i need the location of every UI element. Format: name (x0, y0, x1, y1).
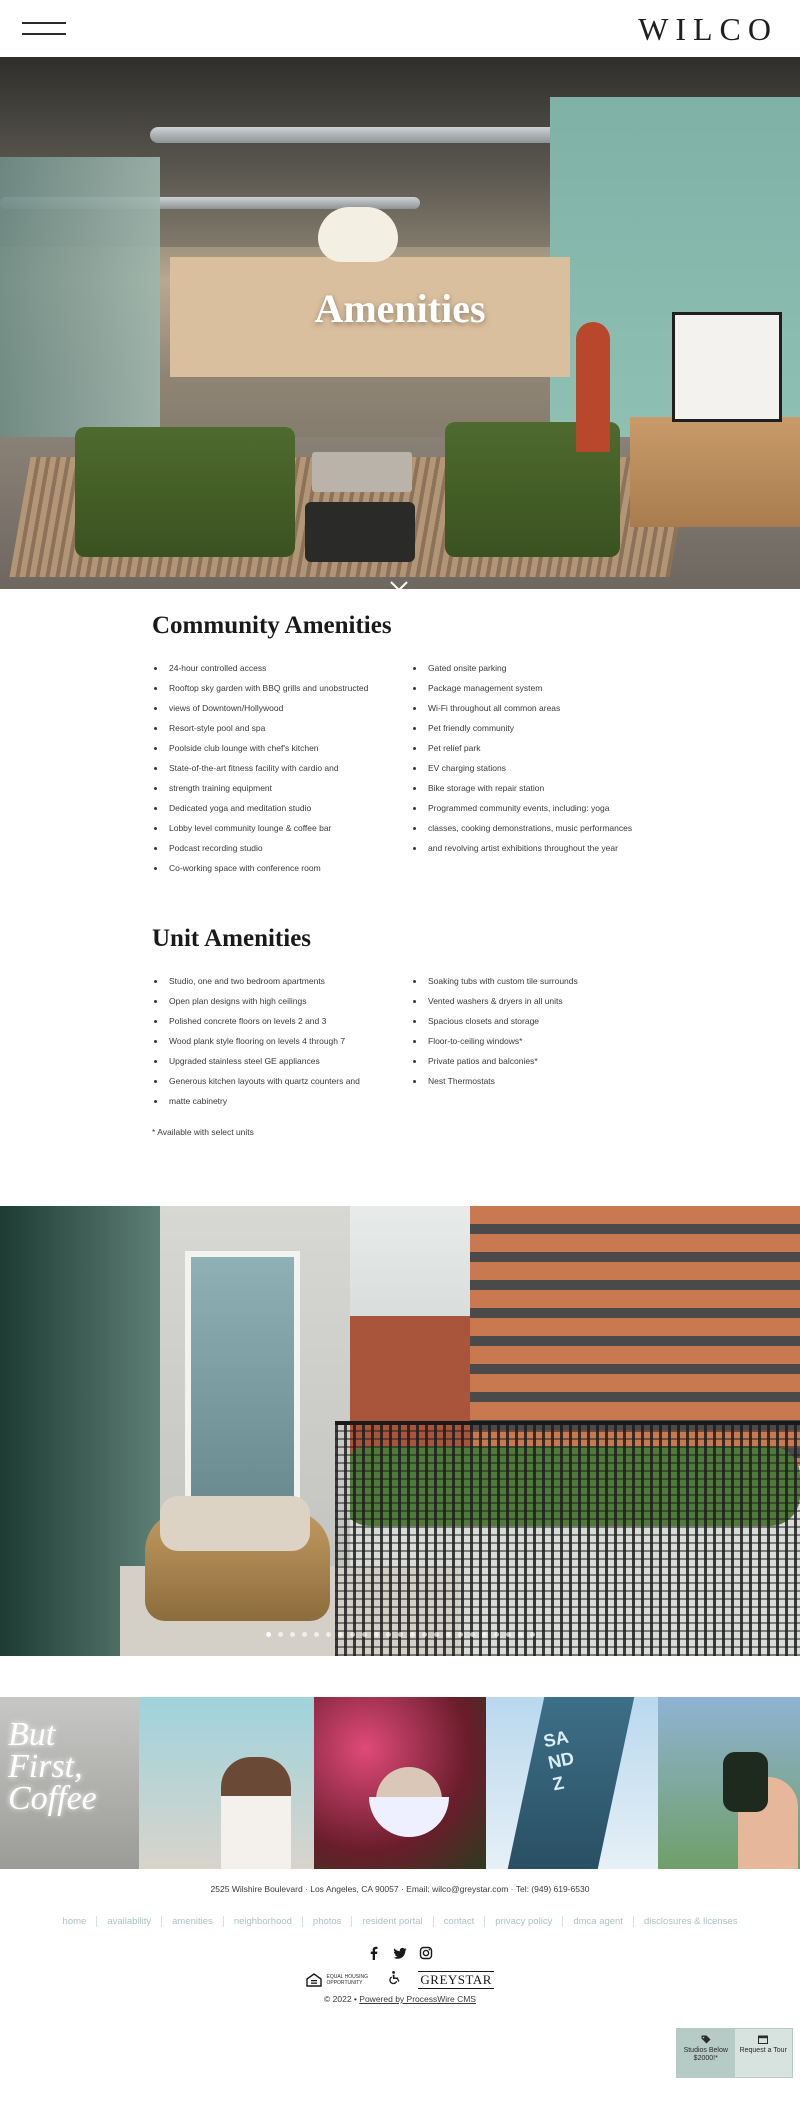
footer-link-availability[interactable]: availability (97, 1916, 162, 1927)
carousel-dot[interactable] (458, 1632, 463, 1637)
carousel-dot[interactable] (530, 1632, 535, 1637)
list-item: views of Downtown/Hollywood (152, 698, 412, 718)
equal-housing-text: EQUAL HOUSING OPPORTUNITY (326, 1973, 368, 1986)
list-item: Spacious closets and storage (411, 1011, 671, 1031)
carousel-dot[interactable] (410, 1632, 415, 1637)
list-item: Generous kitchen layouts with quartz counters and (152, 1071, 412, 1091)
photo-person (221, 1757, 291, 1869)
list-item: Resort-style pool and spa (152, 718, 412, 738)
list-item: classes, cooking demonstrations, music performances (411, 818, 671, 838)
list-item: Pet relief park (411, 738, 671, 758)
hero-lamp (318, 207, 398, 262)
carousel-dot[interactable] (494, 1632, 499, 1637)
hero-table (312, 452, 412, 492)
carousel-dot[interactable] (470, 1632, 475, 1637)
carousel-dot[interactable] (374, 1632, 379, 1637)
list-item: Upgraded stainless steel GE appliances (152, 1051, 412, 1071)
equal-housing-badge (306, 1971, 370, 1989)
instagram-tile[interactable] (486, 1697, 658, 1869)
list-item: Soaking tubs with custom tile surrounds (411, 971, 671, 991)
list-item: EV charging stations (411, 758, 671, 778)
hero-chair (305, 502, 415, 562)
footer-link-resident-portal[interactable]: resident portal (352, 1916, 433, 1927)
carousel-dot[interactable] (266, 1632, 271, 1637)
footer-link-home[interactable]: home (53, 1916, 98, 1927)
calendar-icon (758, 2035, 768, 2044)
accessibility-icon (387, 1970, 402, 1990)
photo-railing (335, 1421, 800, 1656)
instagram-feed (0, 1697, 800, 1869)
unit-amenities-title: Unit Amenities (152, 925, 312, 952)
hero-arch-door (576, 322, 610, 452)
sign-text: SANDZ (541, 1726, 576, 1795)
amenities-photo-carousel[interactable] (0, 1206, 800, 1656)
list-item: Co-working space with conference room (152, 858, 412, 878)
photo-bowl (369, 1797, 449, 1837)
list-item: Vented washers & dryers in all units (411, 991, 671, 1011)
footer-badges (0, 1970, 800, 1990)
copyright-text: © 2022 • (324, 1994, 357, 2004)
carousel-dot[interactable] (350, 1632, 355, 1637)
list-item: Bike storage with repair station (411, 778, 671, 798)
carousel-dot[interactable] (506, 1632, 511, 1637)
list-item: State-of-the-art fitness facility with cardio and (152, 758, 412, 778)
instagram-tile[interactable] (139, 1697, 314, 1869)
carousel-dot[interactable] (302, 1632, 307, 1637)
unit-amenities-list-left (152, 971, 412, 1111)
carousel-dot[interactable] (386, 1632, 391, 1637)
menu-icon-line (22, 33, 66, 35)
list-item: Wi-Fi throughout all common areas (411, 698, 671, 718)
social-links (0, 1944, 800, 1962)
list-item: Polished concrete floors on levels 2 and 3 (152, 1011, 412, 1031)
carousel-dot[interactable] (362, 1632, 367, 1637)
list-item: Rooftop sky garden with BBQ grills and unobstructed (152, 678, 412, 698)
list-item: Package management system (411, 678, 671, 698)
footer-link-privacy-policy[interactable]: privacy policy (485, 1916, 563, 1927)
list-item: Private patios and balconies* (411, 1051, 671, 1071)
request-tour-label: Request a Tour (739, 2047, 787, 2054)
footer-link-neighborhood[interactable]: neighborhood (224, 1916, 303, 1927)
list-item: Lobby level community lounge & coffee bar (152, 818, 412, 838)
carousel-dots (0, 1632, 800, 1637)
list-item: Wood plank style flooring on levels 4 through 7 (152, 1031, 412, 1051)
specials-button[interactable] (677, 2029, 735, 2077)
list-item: Pet friendly community (411, 718, 671, 738)
neon-sign-text: But First, Coffee (8, 1716, 97, 1817)
carousel-dot[interactable] (338, 1632, 343, 1637)
carousel-dot[interactable] (446, 1632, 451, 1637)
request-tour-button[interactable] (735, 2029, 793, 2077)
carousel-dot[interactable] (518, 1632, 523, 1637)
community-amenities-list-right (411, 658, 671, 858)
footer-link-contact[interactable]: contact (434, 1916, 486, 1927)
carousel-dot[interactable] (398, 1632, 403, 1637)
list-item: and revolving artist exhibitions throughout the year (411, 838, 671, 858)
footer-address: 2525 Wilshire Boulevard · Los Angeles, CA 90057 · Email: wilco@greystar.com · Tel: (949) 619-6530 (210, 1884, 590, 1894)
list-item: Gated onsite parking (411, 658, 671, 678)
menu-icon[interactable] (22, 20, 66, 37)
photo-cushion (160, 1496, 310, 1551)
footer-nav (0, 1916, 800, 1927)
hero-sofa (75, 427, 295, 557)
list-item: Programmed community events, including: yoga (411, 798, 671, 818)
footer-link-photos[interactable]: photos (303, 1916, 353, 1927)
list-item: matte cabinetry (152, 1091, 412, 1111)
list-item: Nest Thermostats (411, 1071, 671, 1091)
carousel-dot[interactable] (290, 1632, 295, 1637)
carousel-dot[interactable] (278, 1632, 283, 1637)
footer-link-disclosures[interactable]: disclosures & licenses (643, 1916, 738, 1927)
instagram-tile[interactable] (314, 1697, 486, 1869)
community-amenities-list-left (152, 658, 412, 878)
photo-sushi (723, 1752, 768, 1812)
site-header (0, 0, 800, 57)
greystar-logo[interactable]: GREYSTAR (420, 1972, 492, 1987)
equal-housing-icon (306, 1973, 322, 1987)
list-item: strength training equipment (152, 778, 412, 798)
list-item: 24-hour controlled access (152, 658, 412, 678)
hero-banner (0, 57, 800, 589)
unit-amenities-list-right (411, 971, 671, 1091)
list-item: Poolside club lounge with chef's kitchen (152, 738, 412, 758)
list-item: Floor-to-ceiling windows* (411, 1031, 671, 1051)
list-item: Dedicated yoga and meditation studio (152, 798, 412, 818)
instagram-icon[interactable] (418, 1945, 434, 1961)
instagram-tile[interactable] (658, 1697, 800, 1869)
powered-by-link[interactable]: Powered by ProcessWire CMS (359, 1994, 476, 2004)
footer-link-amenities[interactable]: amenities (162, 1916, 224, 1927)
tag-icon (701, 2035, 711, 2044)
community-amenities-title: Community Amenities (152, 612, 392, 639)
instagram-tile[interactable] (0, 1697, 139, 1869)
carousel-dot[interactable] (422, 1632, 427, 1637)
facebook-icon[interactable] (366, 1945, 382, 1961)
twitter-icon[interactable] (392, 1945, 408, 1961)
copyright (0, 1994, 800, 2004)
floating-cta-widget (676, 2028, 793, 2078)
hero-cabinet (630, 417, 800, 527)
carousel-dot[interactable] (434, 1632, 439, 1637)
specials-label: Studios Below $2000!* (683, 2047, 728, 2062)
list-item: Open plan designs with high ceilings (152, 991, 412, 1011)
carousel-dot[interactable] (314, 1632, 319, 1637)
page-title: Amenities (314, 286, 486, 331)
carousel-dot[interactable] (326, 1632, 331, 1637)
site-logo[interactable]: WILCO (638, 11, 778, 47)
list-item: Podcast recording studio (152, 838, 412, 858)
list-item: Studio, one and two bedroom apartments (152, 971, 412, 991)
availability-footnote: * Available with select units (152, 1127, 254, 1137)
chevron-down-icon[interactable] (388, 575, 410, 589)
menu-icon-line (22, 22, 66, 24)
carousel-dot[interactable] (482, 1632, 487, 1637)
footer-link-dmca-agent[interactable]: dmca agent (563, 1916, 634, 1927)
